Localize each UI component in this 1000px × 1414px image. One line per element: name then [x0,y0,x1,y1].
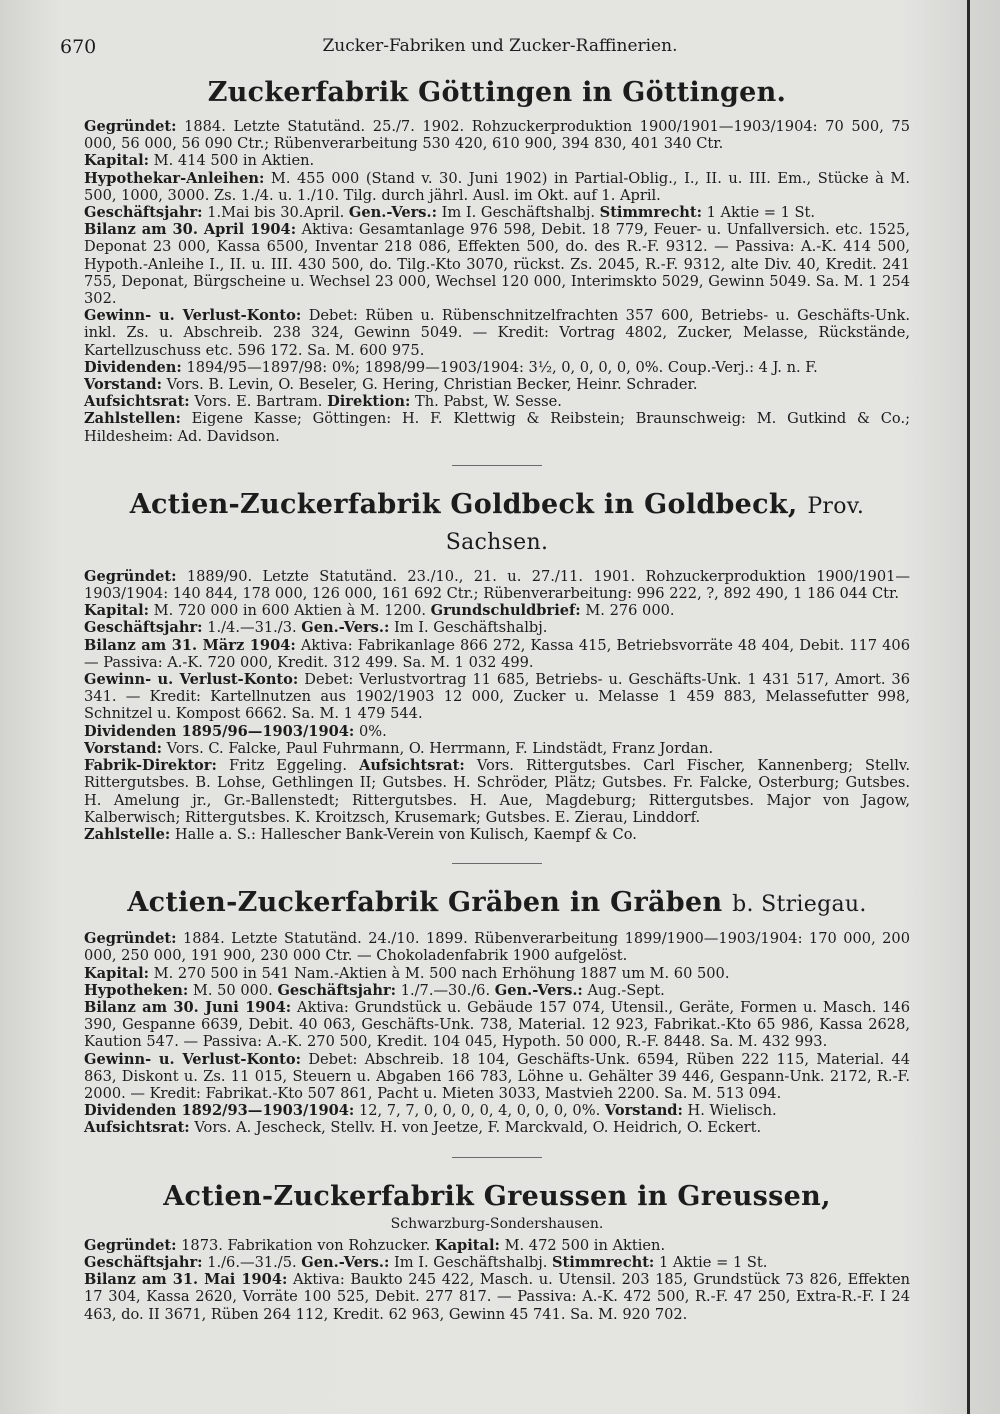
entry-paragraph [84,757,910,826]
field-label: Gegründet: [84,1236,177,1254]
field-label: Bilanz am 30. April 1904: [84,221,297,239]
field-label: Gen.-Vers.: [301,1253,390,1271]
field-label: Kapital: [84,152,150,170]
field-label: Kapital: [84,964,150,982]
field-text: M. 270 500 in 541 Nam.-Aktien à M. 500 nach Erhöhung 1887 um M. 60 500. [153,964,730,982]
field-label: Kapital: [434,1236,500,1254]
field-text: Im I. Geschäftshalbj. [394,1253,548,1271]
field-label: Geschäftsjahr: [277,981,397,999]
field-text: Vors. B. Levin, O. Beseler, G. Hering, Christian Becker, Heinr. Schrader. [166,376,698,394]
section-divider [452,863,542,864]
field-text: 1./7.—30./6. [400,981,491,999]
field-label: Dividenden 1895/96—1903/1904: [84,722,355,740]
field-label: Gen.-Vers.: [301,619,390,637]
field-text: Im I. Geschäftshalbj. [441,204,596,222]
field-label: Dividenden 1892/93—1903/1904: [84,1102,355,1120]
entry-paragraph [84,1237,910,1254]
entry-paragraph [84,410,910,444]
field-text: Halle a. S.: Hallescher Bank-Verein von Kulisch, Kaempf & Co. [174,825,637,843]
field-text: 12, 7, 7, 0, 0, 0, 0, 4, 0, 0, 0, 0%. [358,1102,601,1120]
field-label: Direktion: [327,393,411,411]
field-label: Aufsichtsrat: [359,757,465,775]
company-entry [84,488,910,843]
field-text: Debet: Verlustvortrag 11 685, Betriebs- u. Geschäfts-Unk. 1 431 517, Amort. 36 341. — Kredit: Kartellnutzen aus 1902/1903 12 000, Zucker u. Melasse 1 459 883, Melassefutter 998, Schnitzel u. Kompost 6662. Sa. M. 1 479 544. [84,671,911,723]
entry-paragraph [84,1051,910,1103]
field-text: 1./6.—31./5. [207,1253,297,1271]
page-number: 670 [60,36,97,58]
entry-paragraph [84,723,910,740]
field-label: Hypothekar-Anleihen: [84,169,265,187]
field-text: Th. Pabst, W. Sesse. [415,393,562,411]
field-label: Gewinn- u. Verlust-Konto: [84,307,302,325]
field-label: Dividenden: [84,358,182,376]
company-location: b. Striegau. [732,892,867,918]
company-entry [84,1180,910,1323]
field-label: Vorstand: [84,376,163,394]
field-text: 1884. Letzte Statutänd. 24./10. 1899. Rübenverarbeitung 1899/1900—1903/1904: 170 000, 200 000, 250 000, 191 900, 230 000 Ctr. — Chokoladenfabrik 1900 aufgelöst. [84,930,911,965]
field-label: Gewinn- u. Verlust-Konto: [84,1050,302,1068]
scan-edge-line [967,0,970,1414]
entry-paragraph [84,930,910,964]
field-label: Kapital: [84,602,150,620]
company-title [84,886,910,922]
entry-paragraph [84,637,910,671]
entry-paragraph [84,602,910,619]
field-label: Zahlstellen: [84,410,181,428]
entry-paragraph [84,671,910,723]
running-title: Zucker-Fabriken und Zucker-Raffinerien. [322,36,678,56]
field-text: 1./4.—31./3. [207,619,297,637]
entry-paragraph [84,170,910,204]
entry-paragraph [84,982,910,999]
company-subtitle: Schwarzburg-Sondershausen. [390,1215,604,1232]
field-text: Aktiva: Fabrikanlage 866 272, Kassa 415, Betriebsvorräte 48 404, Debit. 117 406 — Passiva: A.-K. 720 000, Kredit. 312 499. Sa. M. 1 032 499. [84,636,911,671]
field-text: M. 414 500 in Aktien. [153,152,315,170]
field-label: Vorstand: [84,739,163,757]
field-label: Geschäftsjahr: [84,1253,203,1271]
company-name: Actien-Zuckerfabrik Goldbeck in Goldbeck, [129,488,798,520]
entry-paragraph [84,1254,910,1271]
company-entry [84,886,910,1136]
entry-paragraph [84,619,910,636]
field-text: M. 50 000. [192,981,273,999]
entry-paragraph [84,1271,910,1323]
entry-paragraph [84,152,910,169]
field-text: M. 276 000. [585,602,675,620]
entry-paragraph [84,376,910,393]
entry-paragraph [84,1102,910,1119]
entry-paragraph [84,221,910,307]
field-label: Bilanz am 30. Juni 1904: [84,998,292,1016]
field-text: 1.Mai bis 30.April. [207,204,345,222]
field-text: Im I. Geschäftshalbj. [394,619,548,637]
field-label: Gen.-Vers.: [348,204,437,222]
company-name: Zuckerfabrik Göttingen in Göttingen. [207,77,787,108]
field-label: Stimmrecht: [552,1253,655,1271]
field-text: Aktiva: Gesamtanlage 976 598, Debit. 18 779, Feuer- u. Unfallversich. etc. 1525, Deponat 23 000, Kassa 6500, Inventar 218 086, Effekten 500, do. des R.-F. 9312. — Passiva: A.-K. 414 500, Hypoth.-Anleihe I., II. u. III. 430 500, do. Tilg.-Kto 3070, rückst. Zs. 2045, R.-F. 9312, alte Div. 40, Kredit. 241 755, Deponat, Bürgscheine u. Wechsel 23 000, Wechsel 120 000, Interimskto 5029, Gewinn 5049. Sa. M. 1 254 302. [84,221,911,308]
field-text: M. 455 000 (Stand v. 30. Juni 1902) in Partial-Oblig., I., II. u. III. Em., Stücke à M. 500, 1000, 3000. Zs. 1./4. u. 1./10. Tilg. durch jährl. Ausl. im Okt. auf 1. April. [84,169,911,204]
field-label: Bilanz am 31. Mai 1904: [84,1271,288,1289]
entry-paragraph [84,359,910,376]
field-text: 1 Aktie = 1 St. [706,204,816,222]
field-text: M. 720 000 in 600 Aktien à M. 1200. [153,602,427,620]
field-text: 1 Aktie = 1 St. [658,1253,768,1271]
field-label: Hypotheken: [84,981,189,999]
field-text: Debet: Abschreib. 18 104, Geschäfts-Unk. 6594, Rüben 222 115, Material. 44 863, Diskont u. Zs. 11 015, Steuern u. Abgaben 166 783, Löhne u. Gehälter 39 446, Gespann-Unk. 2172, R.-F. 2000. — Kredit: Fabrikat.-Kto 507 861, Pacht u. Mieten 3033, Mastvieh 2200. Sa. M. 513 094. [84,1050,910,1102]
field-text: M. 472 500 in Aktien. [504,1236,666,1254]
company-title [84,1180,910,1214]
entry-paragraph [84,204,910,221]
field-text: 1894/95—1897/98: 0%; 1898/99—1903/1904: 3½, 0, 0, 0, 0, 0%. Coup.-Verj.: 4 J. n. F. [186,358,818,376]
field-label: Gen.-Vers.: [494,981,583,999]
field-text: Eigene Kasse; Göttingen: H. F. Klettwig & Reibstein; Braunschweig: M. Gutkind & Co.; Hildesheim: Ad. Davidson. [84,410,911,445]
field-text: 1884. Letzte Statutänd. 25./7. 1902. Rohzuckerproduktion 1900/1901—1903/1904: 70 500, 75 000, 56 000, 56 090 Ctr.; Rübenverarbeitung 530 420, 610 900, 394 830, 401 340 Ctr. [84,118,910,153]
field-text: 0%. [358,722,387,740]
page-header [60,36,940,60]
field-label: Geschäftsjahr: [84,204,203,222]
company-title [84,76,910,110]
entry-paragraph [84,1119,910,1136]
entry-paragraph [84,999,910,1051]
field-label: Aufsichtsrat: [84,393,190,411]
field-text: Aktiva: Baukto 245 422, Masch. u. Utensil. 203 185, Grundstück 73 826, Effekten 17 304, Kassa 2620, Vorräte 100 525, Debit. 277 817. — Passiva: A.-K. 472 500, R.-F. 47 250, Extra-R.-F. I 24 463, do. II 3671, Rüben 264 112, Kredit. 62 963, Gewinn 45 741. Sa. M. 920 702. [84,1271,911,1323]
entry-paragraph [84,393,910,410]
field-label: Bilanz am 31. März 1904: [84,636,296,654]
entry-paragraph [84,568,910,602]
field-text: Aktiva: Grundstück u. Gebäude 157 074, Utensil., Geräte, Formen u. Masch. 146 390, Gespanne 6639, Debit. 40 063, Geschäfts-Unk. 738, Material. 12 923, Fabrikat.-Kto 65 986, Kassa 2628, Kaution 547. — Passiva: A.-K. 270 500, Kredit. 104 045, Hypoth. 50 000, R.-F. 8448. Sa. M. 432 993. [84,998,910,1051]
field-label: Geschäftsjahr: [84,619,203,637]
field-text: Debet: Rüben u. Rübenschnitzelfrachten 357 600, Betriebs- u. Geschäfts-Unk. inkl. Zs. u. Abschreib. 238 324, Gewinn 5049. — Kredit: Vortrag 4802, Zucker, Melasse, Rückstände, Kartellzuschuss etc. 596 172. Sa. M. 600 975. [84,307,910,359]
field-label: Aufsichtsrat: [84,1119,190,1137]
field-label: Gegründet: [84,118,177,135]
entry-paragraph [84,826,910,843]
entry-paragraph [84,307,910,359]
field-text: H. Wielisch. [687,1102,777,1120]
field-text: Fritz Eggeling. [228,757,347,775]
field-text: Vors. Rittergutsbes. Carl Fischer, Kannenberg; Stellv. Rittergutsbes. B. Lohse, Gethlingen II; Gutsbes. H. Schröder, Plätz; Gutsbes. Fr. Falcke, Osterburg; Gutsbes. H. Amelung jr., Gr.-Ballenstedt; Rittergutsbes. H. Aue, Magdeburg; Rittergutsbes. Major von Jagow, Kalberwisch; Rittergutsbes. K. Kroitzsch, Krusemark; Gutsbes. E. Zierau, Linddorf. [84,757,911,826]
field-label: Grundschuldbrief: [430,602,581,620]
field-text: Vors. C. Falcke, Paul Fuhrmann, O. Herrmann, F. Lindstädt, Franz Jordan. [166,739,714,757]
field-label: Gegründet: [84,930,177,948]
company-name: Actien-Zuckerfabrik Greussen in Greussen, [163,1180,831,1212]
field-text: 1873. Fabrikation von Rohzucker. [181,1236,431,1254]
field-text: Vors. A. Jescheck, Stellv. H. von Jeetze, F. Marckvald, O. Heidrich, O. Eckert. [194,1119,762,1137]
field-text: Aug.-Sept. [587,981,665,999]
entry-paragraph [84,740,910,757]
section-divider [452,1157,542,1158]
company-location: Prov. Sachsen. [445,493,865,555]
company-name: Actien-Zuckerfabrik Gräben in Gräben [127,887,723,919]
company-entry [84,76,910,445]
field-text: 1889/90. Letzte Statutänd. 23./10., 21. u. 27./11. 1901. Rohzuckerproduktion 1900/1901—1903/1904: 140 844, 178 000, 126 000, 161 692 Ctr.; Rübenverarbeitung: 996 222, ?, 892 490, 1 186 044 Ctr. [84,567,911,603]
field-label: Gegründet: [84,567,177,585]
entry-paragraph [84,118,910,152]
page-content [84,72,910,1323]
field-label: Stimmrecht: [599,204,702,222]
company-title [84,488,910,560]
field-label: Gewinn- u. Verlust-Konto: [84,671,299,689]
section-divider [452,465,542,466]
field-label: Fabrik-Direktor: [84,757,217,775]
field-label: Zahlstelle: [84,825,171,843]
entry-paragraph [84,965,910,982]
field-text: Vors. E. Bartram. [194,393,323,411]
field-label: Vorstand: [604,1102,683,1120]
